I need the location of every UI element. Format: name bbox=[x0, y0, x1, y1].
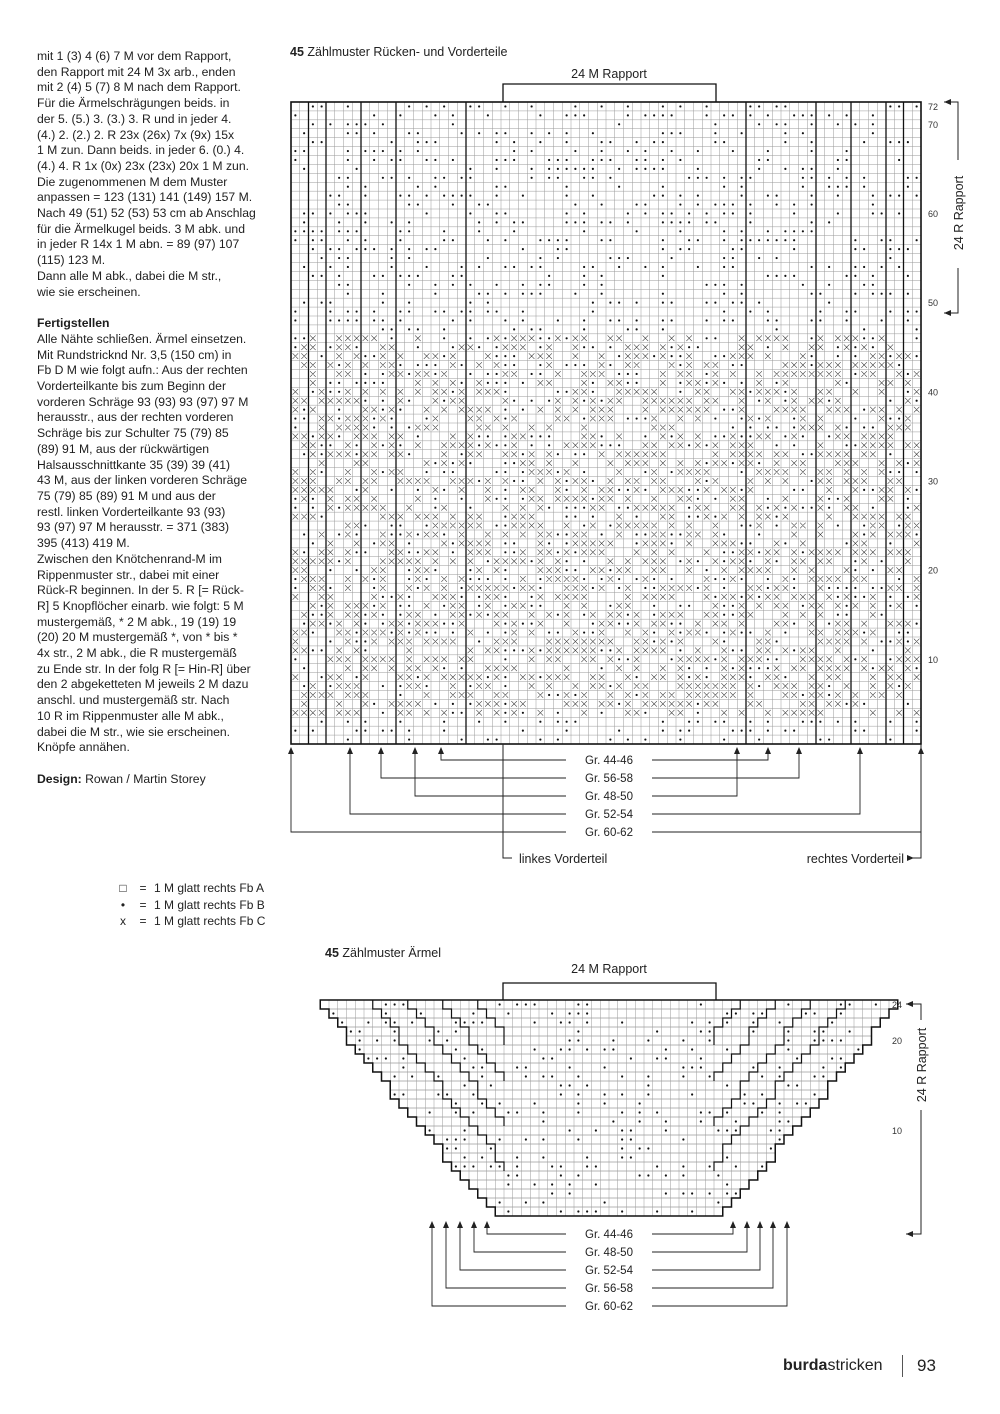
size-label: Gr. 56-58 bbox=[585, 773, 633, 785]
size-arrow bbox=[770, 1221, 776, 1228]
text-line: Zwischen den Knötchenrand-M im bbox=[37, 551, 222, 566]
legend-equals: = bbox=[139, 897, 147, 912]
size-step-line bbox=[714, 1000, 845, 1171]
row-number: 50 bbox=[928, 298, 939, 309]
legend-text: 1 M glatt rechts Fb C bbox=[154, 914, 266, 928]
right-front-bracket bbox=[909, 744, 921, 858]
row-bracket-bottom bbox=[944, 268, 958, 313]
grid-lines bbox=[291, 102, 921, 744]
row-arrow-top bbox=[944, 99, 951, 105]
text-line: der 5. (5.) 3. (3.) 3. R und in jeder 4. bbox=[37, 111, 232, 126]
text-line: Mit Rundstricknd Nr. 3,5 (150 cm) in bbox=[37, 347, 232, 362]
row-number: 20 bbox=[892, 1036, 903, 1046]
size-bracket-left bbox=[381, 750, 566, 778]
size-bracket-right bbox=[652, 1224, 733, 1234]
legend-text: 1 M glatt rechts Fb A bbox=[154, 881, 265, 895]
text-line: Knöpfe annähen. bbox=[37, 740, 130, 755]
row-bracket-bottom bbox=[906, 1110, 921, 1234]
text-line: (4.) 4. R 1x (0x) 23x (23x) 20x 1 M zun. bbox=[37, 158, 250, 173]
size-bracket-left bbox=[474, 1224, 566, 1252]
text-line: 1 M zun. Dann beids. in jeder 6. (0.) 4. bbox=[37, 143, 245, 158]
section-heading: Fertigstellen bbox=[37, 316, 110, 331]
size-arrow bbox=[347, 747, 353, 754]
text-line: Dann alle M abk., dabei die M str., bbox=[37, 268, 222, 283]
size-arrow bbox=[471, 1221, 477, 1228]
size-arrow bbox=[784, 1221, 790, 1228]
size-arrow bbox=[443, 1221, 449, 1228]
rapport-bracket bbox=[503, 983, 716, 1000]
size-label: Gr. 48-50 bbox=[585, 1247, 633, 1259]
size-step-line bbox=[714, 1000, 775, 1081]
size-arrow bbox=[857, 747, 863, 754]
size-bracket-right bbox=[652, 1224, 787, 1306]
size-arrow bbox=[757, 1221, 763, 1228]
legend-symbol: • bbox=[120, 897, 126, 912]
chart1-rapport-label: 24 M Rapport bbox=[571, 67, 647, 81]
size-bracket-right bbox=[652, 750, 799, 778]
size-label: Gr. 60-62 bbox=[585, 827, 633, 839]
text-line: Halsausschnittkante 35 (39) 39 (41) bbox=[37, 457, 231, 472]
size-bracket-right bbox=[652, 750, 768, 760]
size-step-line bbox=[443, 1000, 504, 1081]
left-front-label: linkes Vorderteil bbox=[519, 852, 608, 866]
chart1-number: 45 bbox=[290, 45, 304, 59]
size-label: Gr. 44-46 bbox=[585, 1229, 633, 1241]
legend-item bbox=[114, 897, 265, 914]
row-arrow-bottom bbox=[944, 310, 951, 316]
row-number: 20 bbox=[928, 565, 939, 576]
size-label: Gr. 44-46 bbox=[585, 755, 633, 767]
body-chart-size-markers bbox=[288, 744, 924, 861]
size-bracket-left bbox=[487, 1224, 566, 1234]
text-line: Fb D M wie folgt aufn.: Aus der rechten bbox=[37, 363, 248, 378]
size-arrow bbox=[378, 747, 384, 754]
row-number: 40 bbox=[928, 387, 939, 398]
size-bracket-right bbox=[652, 1224, 760, 1270]
legend bbox=[114, 880, 265, 930]
legend-item bbox=[114, 880, 265, 897]
page-number: 93 bbox=[917, 1356, 936, 1375]
text-line: Alle Nähte schließen. Ärmel einsetzen. bbox=[37, 331, 247, 346]
right-front-label: rechtes Vorderteil bbox=[806, 852, 904, 866]
size-arrow bbox=[744, 1221, 750, 1228]
text-line: Nach 49 (51) 52 (53) 53 cm ab Anschlag bbox=[37, 206, 256, 221]
row-number: 72 bbox=[928, 102, 939, 112]
size-label: Gr. 60-62 bbox=[585, 1301, 633, 1313]
size-arrow bbox=[484, 1221, 490, 1228]
text-line: Vorderteilkante bis zum Beginn der bbox=[37, 379, 227, 394]
design-value: Rowan / Martin Storey bbox=[85, 771, 206, 786]
text-line: mustergemäß, * 2 M abk., 19 (19) 19 bbox=[37, 614, 237, 629]
chart2-number: 45 bbox=[325, 946, 339, 960]
text-line: restl. linken Vorderteilkante 93 (93) bbox=[37, 504, 226, 519]
row-number: 30 bbox=[928, 476, 939, 487]
chart2-rows-label: 24 R Rapport bbox=[915, 1027, 929, 1103]
text-line: 43 M, aus der linken vorderen Schräge bbox=[37, 473, 248, 488]
legend-text: 1 M glatt rechts Fb B bbox=[154, 897, 265, 912]
size-arrow bbox=[288, 747, 294, 754]
size-arrow bbox=[796, 747, 802, 754]
text-line: 395 (413) 419 M. bbox=[37, 536, 130, 551]
text-line: (20) 20 M mustergemäß *, von * bis * bbox=[37, 630, 238, 645]
chart2-rapport-label: 24 M Rapport bbox=[571, 962, 647, 976]
chart1-rows-label: 24 R Rapport bbox=[952, 175, 966, 251]
row-number: 70 bbox=[928, 119, 939, 130]
row-bracket-top bbox=[944, 102, 958, 160]
row-bracket-top bbox=[906, 1004, 921, 1020]
text-line: anschl. und mustergemäß str. Nach bbox=[37, 693, 230, 708]
size-arrow bbox=[438, 747, 444, 754]
body-chart-grid bbox=[291, 102, 921, 744]
text-line: mit 1 (3) 4 (6) 7 M vor dem Rapport, bbox=[37, 49, 232, 63]
size-arrow bbox=[412, 747, 418, 754]
text-line: zu Ende str. In der folg R [= Hin-R] über bbox=[37, 661, 251, 676]
brand-logo: burdastricken bbox=[783, 1357, 883, 1374]
size-bracket-left bbox=[432, 1224, 566, 1306]
right-front-arrow bbox=[907, 855, 914, 861]
sleeve-chart-size-markers bbox=[429, 1221, 790, 1313]
row-arrow-bottom bbox=[906, 1231, 913, 1237]
text-line: herausstr., aus der rechten vorderen bbox=[37, 410, 234, 425]
size-label: Gr. 48-50 bbox=[585, 791, 633, 803]
text-line: 93 (97) 97 M herausstr. = 371 (383) bbox=[37, 520, 230, 535]
chart1-title-text: Zählmuster Rücken- und Vorderteile bbox=[307, 45, 508, 59]
size-bracket-right bbox=[652, 750, 737, 796]
text-line: dabei die M str., wie sie erscheinen. bbox=[37, 724, 231, 739]
size-arrow bbox=[730, 1221, 736, 1228]
row-number: 60 bbox=[928, 209, 939, 219]
text-line: (89) 91 M, aus der rückwärtigen bbox=[37, 441, 210, 456]
size-arrow bbox=[429, 1221, 435, 1228]
text-line: Für die Ärmelschrägungen beids. in bbox=[37, 96, 230, 111]
text-line: mit 2 (4) 5 (7) 8 M nach dem Rapport. bbox=[37, 80, 241, 95]
row-number: 24 bbox=[892, 1000, 903, 1010]
text-line: vorderen Schräge 93 (93) 93 (97) 97 M bbox=[37, 394, 249, 409]
size-bracket-left bbox=[291, 750, 566, 832]
text-line: 4x str., 2 M abk., die R mustergemäß bbox=[37, 646, 237, 661]
size-label: Gr. 52-54 bbox=[585, 809, 633, 821]
legend-equals: = bbox=[139, 914, 147, 928]
size-arrow bbox=[457, 1221, 463, 1228]
footer-divider bbox=[902, 1355, 903, 1377]
text-line: anpassen = 123 (131) 141 (149) 157 M. bbox=[37, 190, 253, 205]
text-line: den Rapport mit 24 M 3x arb., enden bbox=[37, 64, 236, 79]
text-line: in jeder R 14x 1 M abn. = 89 (97) 107 bbox=[37, 237, 240, 252]
text-line: Schräge bis zur Schulter 75 (79) 85 bbox=[37, 426, 229, 441]
row-number: 10 bbox=[928, 654, 939, 665]
size-label: Gr. 56-58 bbox=[585, 1283, 633, 1295]
text-line: 75 (79) 85 (89) 91 M und aus der bbox=[37, 488, 216, 503]
size-bracket-left bbox=[460, 1224, 566, 1270]
left-front-bracket bbox=[503, 744, 512, 858]
row-number: 10 bbox=[892, 1126, 903, 1136]
design-label: Design: bbox=[37, 771, 82, 786]
text-line: R] 5 Knopflöcher einarb. wie folgt: 5 M bbox=[37, 598, 244, 613]
text-line: Rück-R beginnen. In der 5. R [= Rück- bbox=[37, 583, 244, 598]
rapport-bracket bbox=[503, 84, 716, 102]
legend-item bbox=[114, 913, 265, 930]
legend-symbol: □ bbox=[119, 881, 127, 895]
text-line: (115) 123 M. bbox=[37, 253, 106, 268]
size-arrow bbox=[765, 747, 771, 754]
legend-symbol: x bbox=[120, 914, 126, 928]
row-arrow-top bbox=[906, 1001, 913, 1007]
size-bracket-left bbox=[415, 750, 566, 796]
text-line: Die zugenommenen M dem Muster bbox=[37, 174, 228, 189]
text-line: für die Ärmelkugel beids. 3 M abk. und bbox=[37, 221, 245, 236]
text-line: (4.) 2. (2.) 2. R 23x (26x) 7x (9x) 15x bbox=[37, 127, 235, 142]
page-footer bbox=[783, 1355, 943, 1379]
text-line: Rippenmuster str., dabei mit einer bbox=[37, 567, 220, 582]
text-line: wie sie erscheinen. bbox=[37, 284, 141, 299]
size-bracket-right bbox=[652, 750, 921, 832]
size-label: Gr. 52-54 bbox=[585, 1265, 633, 1277]
size-arrow bbox=[734, 747, 740, 754]
text-line: den 2 abgeketteten M jeweils 2 M dazu bbox=[37, 677, 249, 692]
chart2-title-text: Zählmuster Ärmel bbox=[342, 946, 442, 960]
sleeve-chart bbox=[0, 950, 1000, 1330]
text-line: 10 R im Rippenmuster alle M abk., bbox=[37, 708, 224, 723]
size-step-line bbox=[373, 1000, 504, 1171]
legend-equals: = bbox=[139, 881, 147, 895]
